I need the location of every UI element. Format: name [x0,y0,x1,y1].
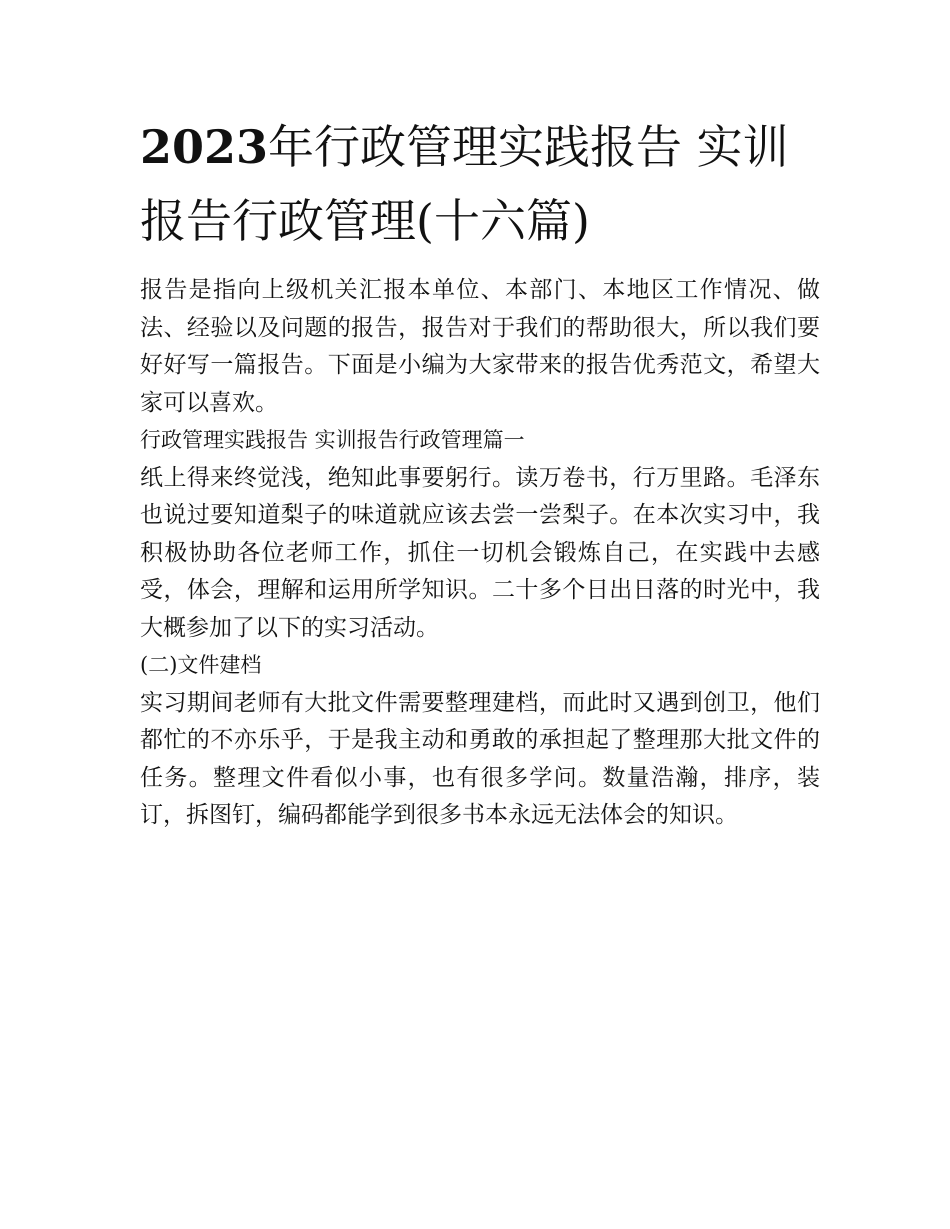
intro-paragraph: 报告是指向上级机关汇报本单位、本部门、本地区工作情况、做法、经验以及问题的报告，报告对于我们的帮助很大，所以我们要好好写一篇报告。下面是小编为大家带来的报告优秀范文，希望大家可以喜欢。 [140,277,820,416]
section-heading: 行政管理实践报告 实训报告行政管理篇一 [140,428,525,452]
body-paragraph: 实习期间老师有大批文件需要整理建档，而此时又遇到创卫，他们都忙的不亦乐乎，于是我主动和勇敢的承担起了整理那大批文件的任务。整理文件看似小事，也有很多学问。数量浩瀚，排序，装订，拆图钉，编码都能学到很多书本永远无法体会的知识。 [140,689,820,828]
title-text: 年行政管理实践报告 实训报告行政管理(十六篇) [140,120,789,248]
document-body [140,272,820,835]
title-year: 2023 [140,120,269,174]
body-paragraph: 纸上得来终觉浅，绝知此事要躬行。读万卷书，行万里路。毛泽东也说过要知道梨子的味道就应该去尝一尝梨子。在本次实习中，我积极协助各位老师工作，抓住一切机会锻炼自己，在实践中去感受，体会，理解和运用所学知识。二十多个日出日落的时光中，我大概参加了以下的实习活动。 [140,464,820,641]
document-title [140,110,820,258]
document-page [140,110,820,835]
subsection-heading: (二)文件建档 [140,653,262,677]
